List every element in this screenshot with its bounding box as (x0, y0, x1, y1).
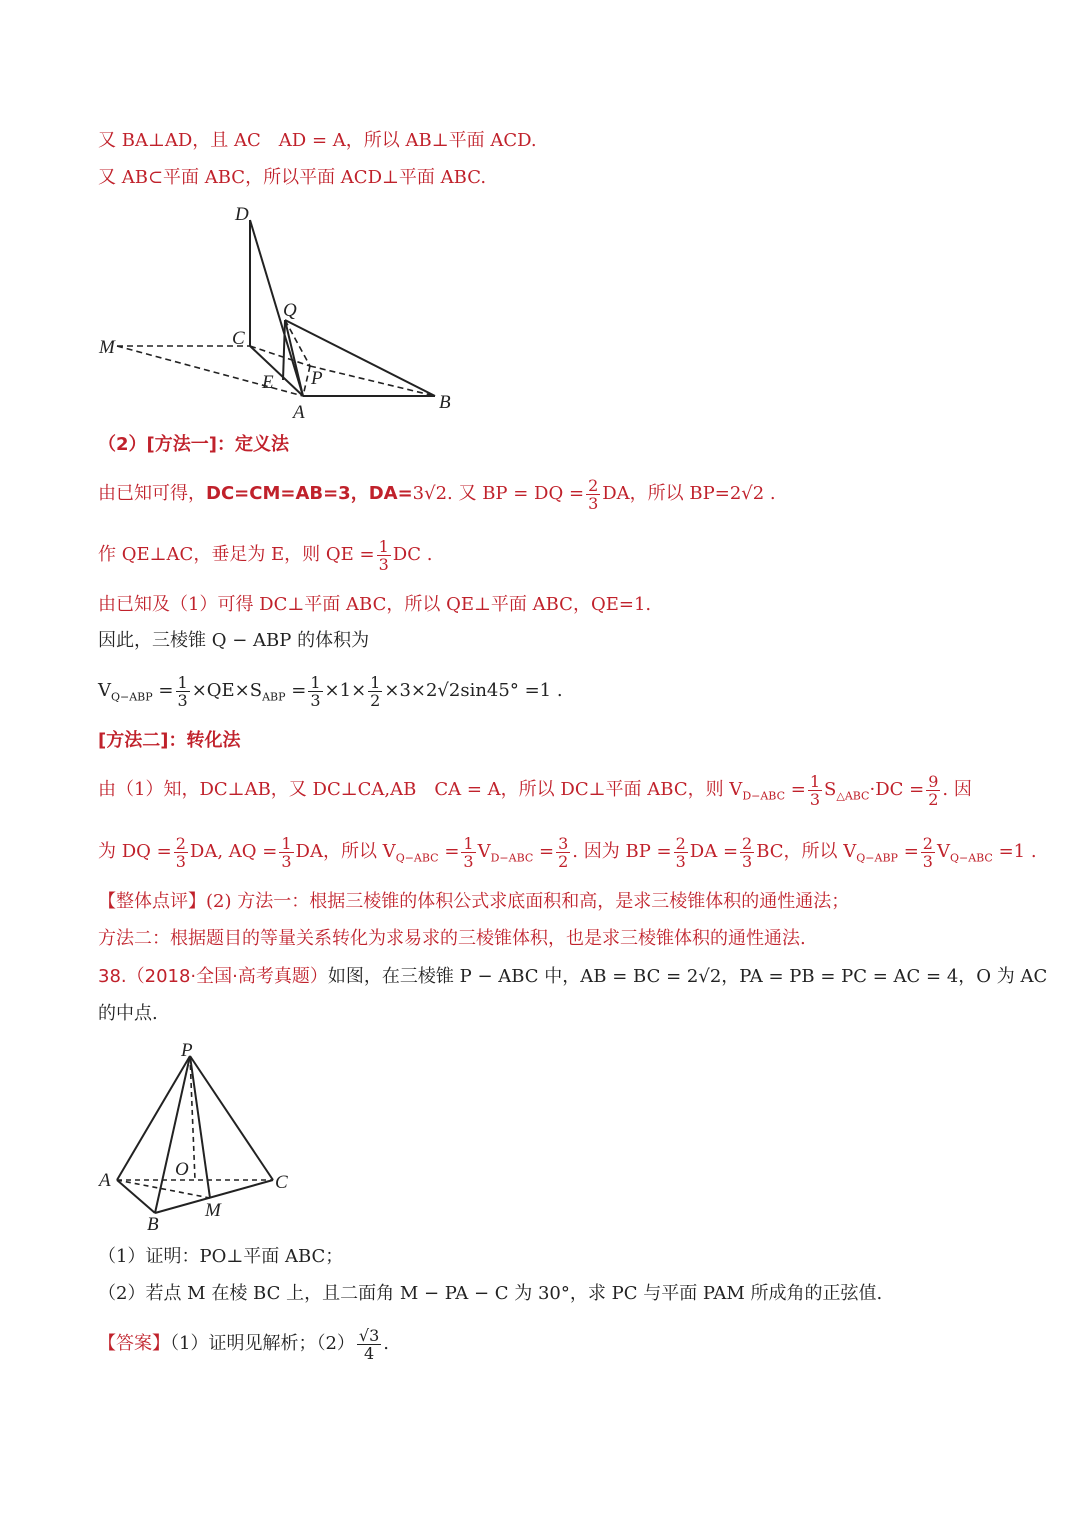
overall-comment-line-2: 方法二：根据题目的等量关系转化为求易求的三棱锥体积，也是求三棱锥体积的通性通法. (98, 928, 806, 949)
label-P: P (181, 1040, 193, 1061)
label-B: B (439, 392, 451, 413)
method-1-heading: （2）[方法一]：定义法 (98, 434, 289, 455)
text-line-6: 由已知及（1）可得 DC⊥平面 ABC，所以 QE⊥平面 ABC，QE=1. (98, 594, 652, 615)
text-line-1: 又 BA⊥AD，且 AC AD = A，所以 AB⊥平面 ACD. (98, 130, 537, 151)
text-line-5: 作 QE⊥AC，垂足为 E，则 QE = $\frac{1}{3}$ DC . (98, 536, 433, 574)
figure-2-pyramid (95, 1038, 305, 1238)
problem-38-line-2: 的中点. (98, 1003, 158, 1024)
text-line-11: 为 DQ = $\frac{2}{3}$ DA, AQ = $\frac{1}{3}$ DA，所以 $V_{Q-ABC}$ = $\frac{1}{3}$ $V_{D-ABC}$ = $\frac{3}{2}$ . 因为 BP = $\frac{2}{3}$ DA = $\frac{2}{3}$ BC，所以 $V_{Q-ABP}$ = $\frac{2}{3}$ $V_{Q-ABC} =1$ . (98, 833, 1037, 871)
label-A: A (99, 1170, 111, 1191)
label-C: C (275, 1172, 288, 1193)
text-line-4: 由已知可得，DC=CM=AB=3，DA=3√2. 又 BP = DQ = $\frac{2}{3}$ DA，所以 BP=2√2 . (98, 475, 776, 513)
label-M: M (205, 1200, 221, 1221)
label-B: B (147, 1214, 159, 1235)
problem-38-line-1: 38.（2018·全国·高考真题）如图，在三棱锥 P − ABC 中，AB = BC = 2√2，PA = PB = PC = AC = 4，O 为 AC (98, 966, 1048, 987)
label-Q: Q (283, 300, 297, 321)
text-line-10: 由（1）知，DC⊥AB，又 DC⊥CA,AB CA = A，所以 DC⊥平面 ABC，则 $V_{D-ABC}$ = $\frac{1}{3}$ $S_{\triangle ABC}\cdot DC$ = $\frac{9}{2}$ . 因 (98, 771, 972, 809)
figure-1-tetrahedron (95, 198, 465, 428)
problem-38-part-1: （1）证明：PO⊥平面 ABC； (98, 1246, 344, 1267)
overall-comment-line-1: 【整体点评】(2) 方法一：根据三棱锥的体积公式求底面积和高，是求三棱锥体积的通性通法； (98, 891, 850, 912)
label-P: P (311, 368, 323, 389)
label-D: D (235, 204, 249, 225)
answer-line: 【答案】（1）证明见解析；（2） $\frac{√3}{4}$ . (98, 1325, 390, 1363)
text-line-8: $V_{Q-ABP}$ = $\frac{1}{3}$ $\times QE\times S_{ABP}$ = $\frac{1}{3}$ ×1× $\frac{1}{2}$ ×3×2√2sin45° =1 . (98, 672, 563, 710)
label-E: E (262, 372, 274, 393)
label-O: O (175, 1159, 189, 1180)
method-2-heading: [方法二]：转化法 (98, 730, 241, 751)
label-A: A (293, 402, 305, 423)
label-M: M (99, 337, 115, 358)
text-line-2: 又 AB⊂平面 ABC，所以平面 ACD⊥平面 ABC. (98, 167, 487, 188)
problem-38-part-2: （2）若点 M 在棱 BC 上，且二面角 M − PA − C 为 30°，求 PC 与平面 PAM 所成角的正弦值. (98, 1283, 883, 1304)
text-line-7: 因此，三棱锥 Q − ABP 的体积为 (98, 630, 370, 651)
label-C: C (232, 328, 245, 349)
